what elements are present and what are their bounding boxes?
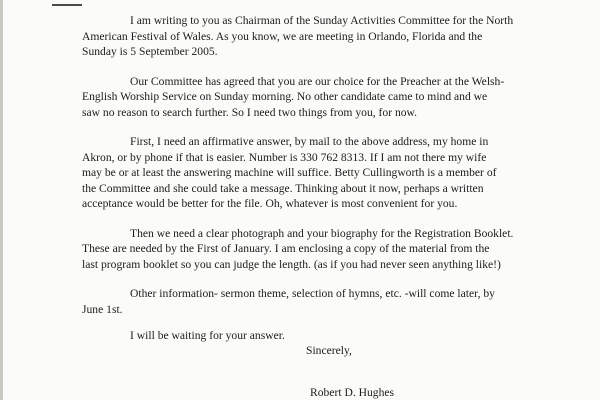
signature-name: Robert D. Hughes [310,386,395,399]
closing: Sincerely, [306,344,352,357]
paragraph-affirmative-answer: First, I need an affirmative answer, by mail to the above address, my home in Akron, or by phone if that is easier. Number is 330 762 8313. If I am not there my wife may be or at least the answering machine will suffice. Betty Cullingworth is a member of the Committee and she could take a message. Thinking about it now, perhaps a written acceptance would be better for the file. Oh, whatever is most convenient for you. [82,135,497,210]
paragraph-other-information: Other information- sermon theme, selection of hymns, etc. -will come later, by June 1st. [82,287,495,316]
paragraph-photograph-biography: Then we need a clear photograph and your biography for the Registration Booklet. These are needed by the First of January. I am enclosing a copy of the material from the last program booklet so you can judge the length. (as if you had never seen anything like!) [82,226,514,271]
paragraph-introduction: I am writing to you as Chairman of the Sunday Activities Committee for the North American Festival of Wales. As you know, we are meeting in Orlando, Florida and the Sunday is 5 September 2005. [82,14,514,58]
letter-body [82,13,572,358]
top-text-fragment [52,0,82,6]
paragraph-committee-choice: Our Committee has agreed that you are our choice for the Preacher at the Welsh- English Worship Service on Sunday morning. No other candidate came to mind and we saw no reason to search further. So I need two things from you, for now. [82,74,505,119]
paragraph-waiting: I will be waiting for your answer. [130,329,285,342]
page-edge [0,0,3,400]
